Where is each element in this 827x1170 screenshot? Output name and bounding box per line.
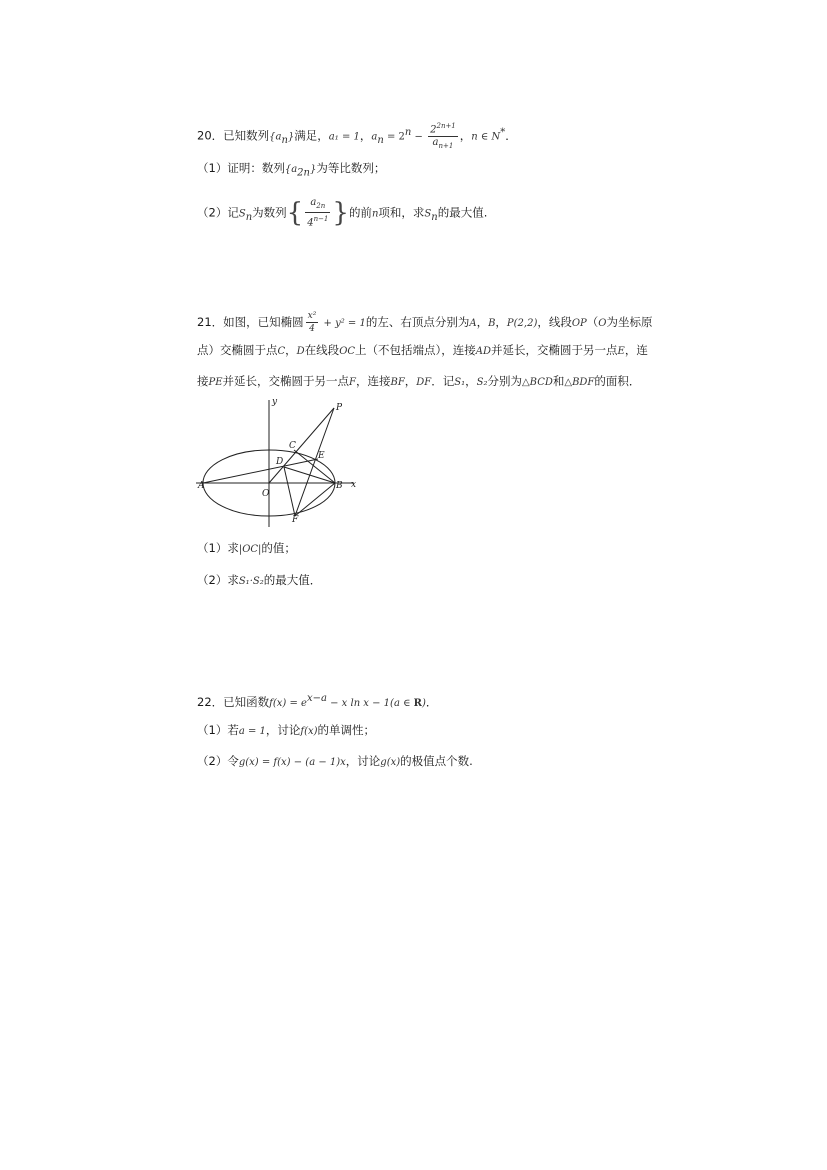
label-f: F bbox=[292, 515, 299, 525]
q22-part2: （2）令g(x) = f(x) − (a − 1)x，讨论g(x)的极值点个数. bbox=[197, 754, 473, 768]
label-b: B bbox=[336, 481, 343, 491]
q21-stem-line3: 接PE并延长，交椭圆于另一点F，连接BF，DF．记S₁，S₂分别为△BCD和△BDF的面积． bbox=[197, 374, 641, 388]
segment-op bbox=[269, 408, 334, 483]
label-d: D bbox=[276, 457, 284, 467]
ellipse-figure bbox=[196, 395, 366, 530]
label-c: C bbox=[289, 441, 296, 451]
q20-fraction: $\frac{2^{2n+1}}{a_{n+1}}$ bbox=[430, 122, 456, 151]
q21-stem-line1: 21．如图，已知椭圆 $\frac{\text{x²}}{4}$ + y² = 1的左、右顶点分别为A，B，P(2,2)，线段OP（O为坐标原 bbox=[197, 311, 653, 334]
q21-ellipse-fraction: $\frac{\text{x²}}{4}$ bbox=[307, 311, 317, 334]
label-e: E bbox=[318, 451, 325, 461]
label-y: y bbox=[272, 397, 278, 407]
q20-part2-fraction: $\frac{a_{2n}}{4^{n-1}}$ bbox=[307, 197, 329, 229]
q21-stem-line2: 点）交椭圆于点C，D在线段OC上（不包括端点），连接AD并延长，交椭圆于另一点E，连 bbox=[197, 343, 648, 357]
q22-part1: （1）若a = 1，讨论f(x)的单调性； bbox=[197, 723, 376, 737]
segment-ae bbox=[203, 459, 318, 483]
q20-part2: （2）记$S_n$为数列{ $\frac{a_{2n}}{4^{n-1}}$ }的前n项和，求$S_n$的最大值. bbox=[197, 197, 488, 229]
q22-stem: 22．已知函数$f(x) = e^{x-a} - x$ ln x − 1(a ∈ R)． bbox=[197, 693, 438, 709]
q20-part1: （1）证明：数列$\{a_{2n}\}$为等比数列； bbox=[197, 161, 386, 179]
segment-bd bbox=[284, 467, 335, 483]
label-p: P bbox=[336, 403, 343, 413]
segment-bc bbox=[294, 450, 335, 483]
q21-part1: （1）求|OC|的值； bbox=[197, 541, 296, 555]
q21-part2: （2）求S₁·S₂的最大值． bbox=[197, 573, 322, 587]
q20-stem: 20．已知数列$\{a_n\}$满足，a₁ = 1，$a_n = 2^n$ − $\frac{2^{2n+1}}{a_{n+1}}$ ，n ∈ N*． bbox=[197, 122, 517, 151]
label-a: A bbox=[198, 481, 205, 491]
label-o: O bbox=[262, 489, 270, 499]
label-x: x bbox=[351, 480, 357, 490]
segment-df bbox=[284, 467, 295, 516]
